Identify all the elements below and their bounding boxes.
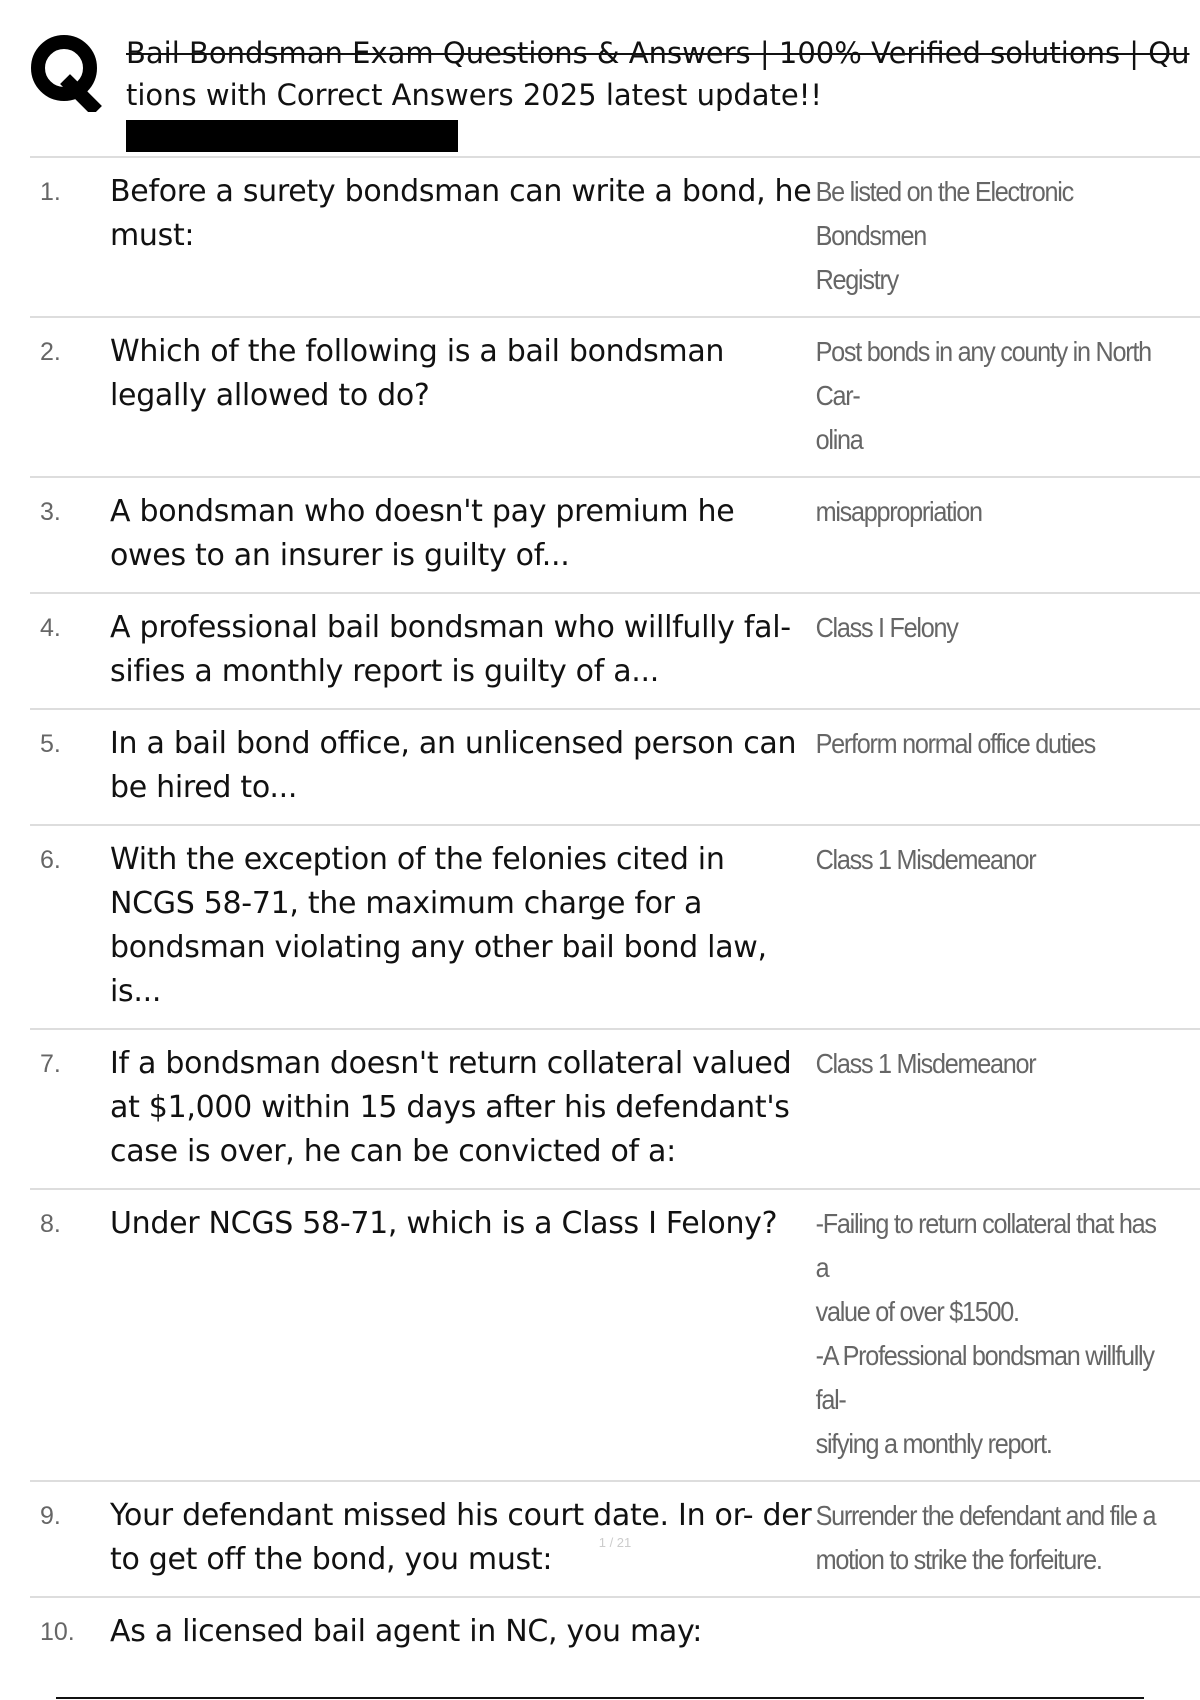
answer-text	[812, 838, 1161, 1014]
question-number: 5.	[40, 730, 61, 758]
answer-text	[812, 722, 1161, 810]
table-row	[30, 708, 1200, 824]
answer-line: olina	[815, 424, 863, 455]
question-number: 6.	[40, 846, 61, 874]
question-number: 8.	[40, 1210, 61, 1238]
question-text: Your defendant missed his court date. In or- der to get off the bond, you must:	[110, 1498, 812, 1577]
answer-line: -A Professional bondsman willfully fal-	[815, 1340, 1154, 1415]
question-number: 3.	[40, 498, 61, 526]
document-header	[30, 30, 1200, 160]
table-row	[30, 1188, 1200, 1480]
table-row	[30, 1028, 1200, 1188]
question-text: A bondsman who doesn't pay premium he owes to an insurer is guilty of...	[110, 494, 735, 573]
answer-text	[812, 1610, 1161, 1654]
answer-line: Class 1 Misdemeanor	[815, 844, 1036, 875]
answer-line: Class I Felony	[815, 612, 958, 643]
table-row	[30, 316, 1200, 476]
answer-line: Be listed on the Electronic Bondsmen	[815, 176, 1073, 251]
answer-text	[812, 1042, 1161, 1174]
table-row	[30, 592, 1200, 708]
answer-text	[812, 170, 1161, 302]
answer-line: Perform normal office duties	[815, 728, 1095, 759]
page-number: 1 / 21	[598, 1535, 632, 1550]
answer-line: -Failing to return collateral that has a	[815, 1208, 1156, 1283]
answer-line: Registry	[815, 264, 898, 295]
redaction-bar	[126, 120, 458, 152]
question-number: 9.	[40, 1502, 61, 1530]
table-row	[30, 156, 1200, 316]
answer-text	[812, 1202, 1161, 1466]
table-row	[30, 1596, 1200, 1668]
title-line-1: Bail Bondsman Exam Questions & Answers | 100% Verified solutions | Qu	[126, 36, 1190, 70]
question-text: A professional bail bondsman who willfully fal- sifies a monthly report is guilty of a...	[110, 610, 791, 689]
question-number: 4.	[40, 614, 61, 642]
bottom-rule	[56, 1697, 1144, 1699]
answer-line: motion to strike the forfeiture.	[815, 1544, 1102, 1575]
question-number: 10.	[40, 1618, 75, 1646]
qa-table	[30, 156, 1200, 1668]
table-row	[30, 476, 1200, 592]
question-text: In a bail bond office, an unlicensed person can be hired to...	[110, 726, 797, 805]
question-number: 7.	[40, 1050, 61, 1078]
question-text: Under NCGS 58-71, which is a Class I Felony?	[110, 1206, 778, 1241]
question-text: Which of the following is a bail bondsman legally allowed to do?	[110, 334, 725, 413]
question-text: As a licensed bail agent in NC, you may:	[110, 1614, 703, 1649]
answer-text	[812, 606, 1161, 694]
answer-line: misappropriation	[815, 496, 982, 527]
question-number: 1.	[40, 178, 61, 206]
q-logo-icon	[30, 32, 104, 112]
answer-line: Surrender the defendant and file a	[815, 1500, 1156, 1531]
question-text: If a bondsman doesn't return collateral valued at $1,000 within 15 days after his defendant's case is over, he can be convicted of a:	[110, 1046, 792, 1169]
answer-line: Class 1 Misdemeanor	[815, 1048, 1036, 1079]
question-text: With the exception of the felonies cited in NCGS 58-71, the maximum charge for a bondsman violating any other bail bond law, is...	[110, 842, 767, 1009]
question-text: Before a surety bondsman can write a bond, he must:	[110, 174, 812, 253]
answer-line: Post bonds in any county in North Car-	[815, 336, 1151, 411]
title-line-2: tions with Correct Answers 2025 latest update!!	[126, 78, 823, 112]
answer-line: value of over $1500.	[815, 1296, 1019, 1327]
table-row	[30, 824, 1200, 1028]
answer-line: sifying a monthly report.	[815, 1428, 1052, 1459]
question-number: 2.	[40, 338, 61, 366]
answer-text	[812, 490, 1161, 578]
document-title	[126, 32, 1200, 116]
answer-text	[812, 330, 1161, 462]
